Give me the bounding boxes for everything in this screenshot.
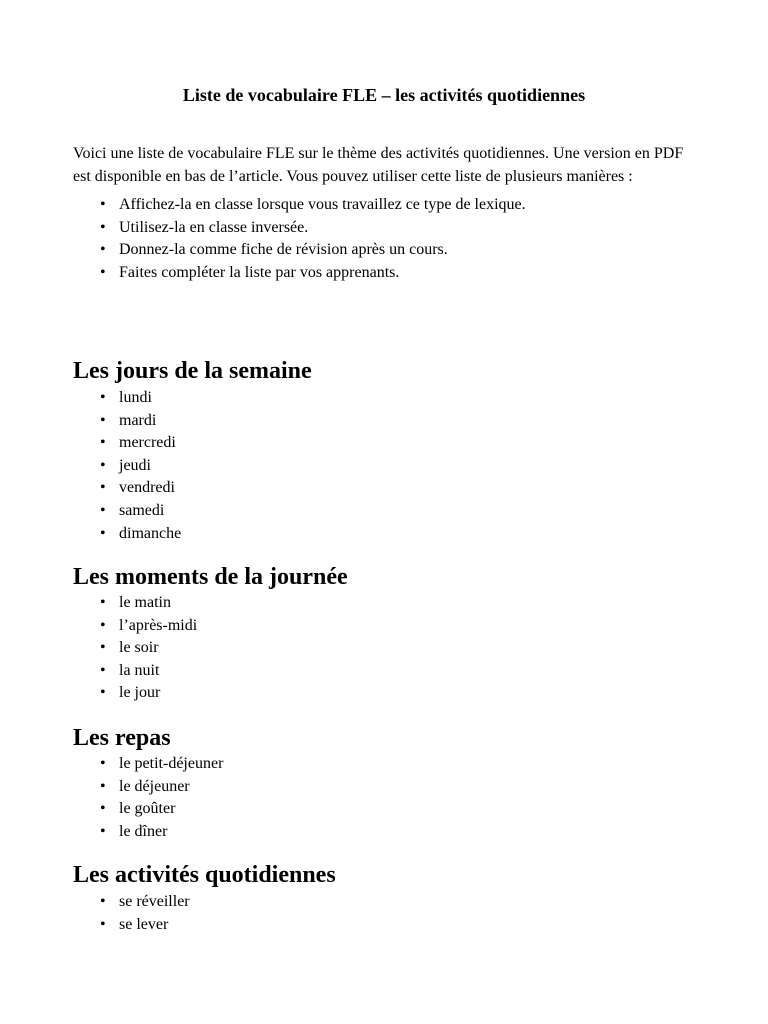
- intro-list: [73, 194, 695, 284]
- bullet-icon: •: [100, 389, 106, 406]
- bullet-icon: •: [100, 777, 106, 795]
- section-moments: [73, 566, 695, 705]
- section-heading: Les jours de la semaine: [73, 358, 312, 384]
- bullet-icon: •: [100, 755, 106, 772]
- bullet-icon: •: [100, 524, 106, 542]
- section-heading: Les moments de la journée: [73, 564, 348, 590]
- bullet-icon: •: [100, 915, 106, 933]
- list-item: • le matin: [73, 592, 695, 615]
- list-item: • se réveiller: [73, 891, 695, 914]
- section-daily-activities: [73, 864, 695, 936]
- list-item: • samedi: [73, 500, 695, 523]
- bullet-icon: •: [100, 456, 106, 474]
- section-days: [73, 360, 695, 545]
- bullet-icon: •: [100, 594, 106, 611]
- list-item: • mercredi: [73, 432, 695, 455]
- list-item: • Donnez-la comme fiche de révision après un cours.: [73, 239, 695, 262]
- bullet-icon: •: [100, 639, 106, 657]
- section-list: [73, 592, 695, 705]
- section-list: [73, 387, 695, 545]
- list-item: • le goûter: [73, 798, 695, 821]
- list-item: • Faites compléter la liste par vos apprenants.: [73, 262, 695, 285]
- list-item: • le déjeuner: [73, 776, 695, 799]
- list-item: • la nuit: [73, 660, 695, 683]
- document-title: Liste de vocabulaire FLE – les activités quotidiennes: [182, 85, 586, 105]
- intro-paragraph: Voici une liste de vocabulaire FLE sur le thème des activités quotidiennes. Une version en PDF est disponible en bas de l’article. Vous pouvez utiliser cette liste de plusieurs manières :: [73, 145, 684, 185]
- bullet-icon: •: [100, 616, 106, 634]
- bullet-icon: •: [100, 411, 106, 429]
- list-item: • jeudi: [73, 455, 695, 478]
- bullet-icon: •: [100, 800, 106, 818]
- bullet-icon: •: [100, 263, 106, 281]
- list-item: • le soir: [73, 637, 695, 660]
- bullet-icon: •: [100, 479, 106, 497]
- section-list: [73, 891, 695, 936]
- list-item: • lundi: [73, 387, 695, 410]
- list-item: • mardi: [73, 410, 695, 433]
- bullet-icon: •: [100, 218, 106, 236]
- bullet-icon: •: [100, 661, 106, 679]
- list-item: • le petit-déjeuner: [73, 753, 695, 776]
- list-item: • se lever: [73, 914, 695, 937]
- list-item: • le jour: [73, 682, 695, 705]
- section-meals: [73, 727, 695, 843]
- section-heading: Les repas: [73, 725, 171, 751]
- bullet-icon: •: [100, 684, 106, 702]
- list-item: • dimanche: [73, 523, 695, 546]
- bullet-icon: •: [100, 434, 106, 452]
- list-item: • Affichez-la en classe lorsque vous travaillez ce type de lexique.: [73, 194, 695, 217]
- bullet-icon: •: [100, 501, 106, 519]
- list-item: • le dîner: [73, 821, 695, 844]
- list-item: • Utilisez-la en classe inversée.: [73, 217, 695, 240]
- section-heading: Les activités quotidiennes: [73, 862, 336, 888]
- bullet-icon: •: [100, 196, 106, 213]
- list-item: • l’après-midi: [73, 615, 695, 638]
- section-list: [73, 753, 695, 843]
- bullet-icon: •: [100, 822, 106, 840]
- intro-block: [73, 143, 695, 284]
- list-item: • vendredi: [73, 477, 695, 500]
- bullet-icon: •: [100, 893, 106, 910]
- bullet-icon: •: [100, 241, 106, 259]
